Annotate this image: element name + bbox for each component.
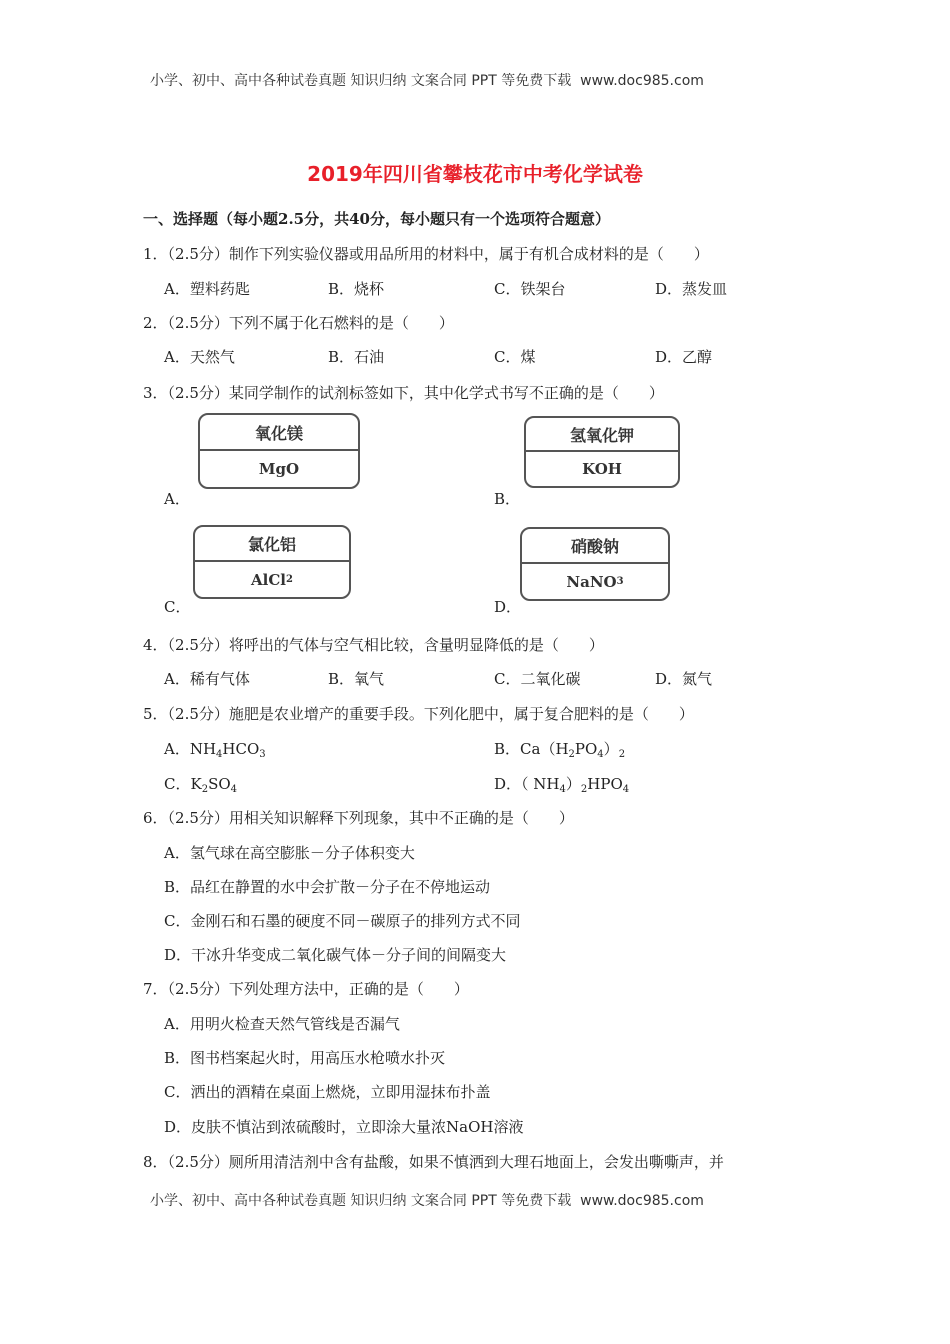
footer-text: 小学、初中、高中各种试卷真题 知识归纳 文案合同 PPT 等免费下载: [150, 1193, 572, 1209]
page-header: [150, 70, 704, 90]
q4-option-b: B．氧气: [328, 670, 385, 688]
question-4-stem: 4．（2.5分）将呼出的气体与空气相比较，含量明显降低的是（ ）: [143, 636, 604, 654]
q5-option-c: C．$K_2SO_4$: [164, 775, 238, 795]
reagent-d-formula: NaNO 3: [566, 572, 624, 591]
q3-option-d-label: D．: [494, 598, 522, 616]
reagent-a-name: 氧化镁: [200, 415, 358, 451]
q3-option-c-label: C．: [164, 598, 191, 616]
q4-option-c: C．二氧化碳: [494, 670, 581, 688]
reagent-d-name: 硝酸钠: [522, 529, 668, 564]
reagent-label-c: [193, 525, 351, 599]
q6-option-b: B．品红在静置的水中会扩散－分子在不停地运动: [164, 878, 491, 896]
reagent-b-name: 氢氧化钾: [526, 418, 678, 452]
question-1-stem: 1．（2.5分）制作下列实验仪器或用品所用的材料中，属于有机合成材料的是（ ）: [143, 245, 709, 263]
question-2-stem: 2．（2.5分）下列不属于化石燃料的是（ ）: [143, 314, 454, 332]
reagent-label-a: [198, 413, 360, 489]
q3-option-a-label: A．: [164, 490, 190, 508]
page-footer: [150, 1190, 704, 1210]
question-6-stem: 6．（2.5分）用相关知识解释下列现象，其中不正确的是（ ）: [143, 809, 574, 827]
q5-option-d: D．（ $NH_4)_2HPO_4$: [494, 775, 630, 795]
reagent-b-formula: KOH: [582, 460, 622, 478]
question-5-stem: 5．（2.5分）施肥是农业增产的重要手段。下列化肥中，属于复合肥料的是（ ）: [143, 705, 694, 723]
q2-option-b: B．石油: [328, 348, 385, 366]
q4-option-a: A．稀有气体: [164, 670, 250, 688]
reagent-a-formula: MgO: [258, 460, 300, 478]
question-7-stem: 7．（2.5分）下列处理方法中，正确的是（ ）: [143, 980, 469, 998]
section-heading: 一、选择题（每小题2.5分，共40分，每小题只有一个选项符合题意）: [143, 210, 610, 228]
header-text: 小学、初中、高中各种试卷真题 知识归纳 文案合同 PPT 等免费下载: [150, 73, 572, 89]
q1-option-d: D．蒸发皿: [655, 280, 728, 298]
q3-option-b-label: B．: [494, 490, 521, 508]
question-8-stem: 8．（2.5分）厕所用清洁剂中含有盐酸，如果不慎洒到大理石地面上，会发出嘶嘶声，并: [143, 1153, 724, 1171]
q6-option-a: A．氢气球在高空膨胀－分子体积变大: [164, 844, 415, 862]
q7-option-c: C．洒出的酒精在桌面上燃烧，立即用湿抹布扑盖: [164, 1083, 491, 1101]
header-url[interactable]: www.doc985.com: [580, 73, 704, 89]
q7-option-b: B．图书档案起火时，用高压水枪喷水扑灭: [164, 1049, 446, 1067]
q4-option-d: D．氮气: [655, 670, 713, 688]
q7-option-a: A．用明火检查天然气管线是否漏气: [164, 1015, 400, 1033]
q1-option-a: A．塑料药匙: [164, 280, 250, 298]
q1-option-c: C．铁架台: [494, 280, 566, 298]
q5-option-b: B．$Ca(H_2PO_4)_2$: [494, 740, 626, 760]
reagent-label-d: [520, 527, 670, 601]
q2-option-c: C．煤: [494, 348, 536, 366]
page-title: 2019年四川省攀枝花市中考化学试卷: [307, 162, 643, 186]
q1-option-b: B．烧杯: [328, 280, 385, 298]
reagent-c-name: 氯化铝: [195, 527, 349, 562]
q2-option-a: A．天然气: [164, 348, 235, 366]
q7-option-d: D．皮肤不慎沾到浓硫酸时，立即涂大量浓NaOH溶液: [164, 1118, 524, 1136]
question-3-stem: 3．（2.5分）某同学制作的试剂标签如下，其中化学式书写不正确的是（ ）: [143, 384, 664, 402]
footer-url[interactable]: www.doc985.com: [580, 1193, 704, 1209]
reagent-label-b: [524, 416, 680, 488]
q2-option-d: D．乙醇: [655, 348, 713, 366]
q6-option-c: C．金刚石和石墨的硬度不同－碳原子的排列方式不同: [164, 912, 521, 930]
q5-option-a: A．$NH_4HCO_3$: [164, 740, 266, 760]
reagent-c-formula: AlCl 2: [251, 570, 293, 589]
q6-option-d: D．干冰升华变成二氧化碳气体－分子间的间隔变大: [164, 946, 507, 964]
